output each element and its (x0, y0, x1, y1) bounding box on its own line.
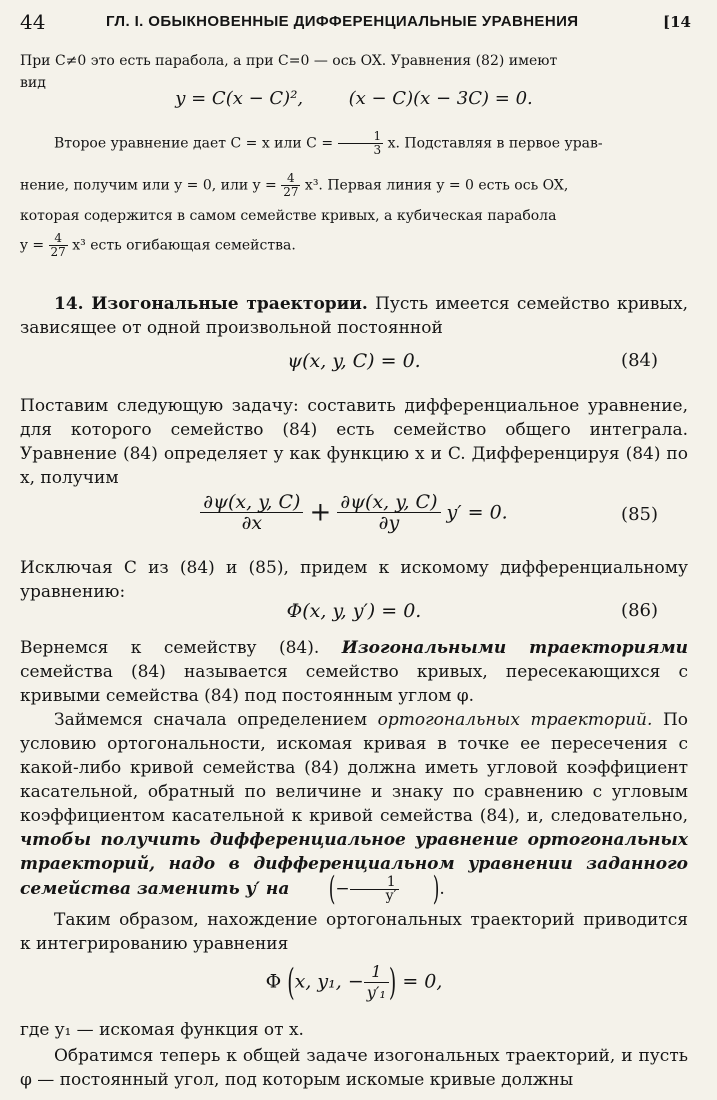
chapter-title: ГЛ. I. ОБЫКНОВЕННЫЕ ДИФФЕРЕНЦИАЛЬНЫЕ УРАВНЕНИЯ (106, 13, 579, 30)
text-run: Таким образом, нахождение ортогональных траекторий приводится к интегрированию уравнения (20, 910, 688, 954)
text-run: y = (20, 237, 45, 254)
text-run: Обратимся теперь к общей задаче изогональных траекторий, и пусть φ — постоянный угол, под которым искомые кривые должны (20, 1046, 688, 1090)
paragraph-second-equation-cont (20, 172, 688, 199)
emphasis-term: ортогональных траекторий. (377, 710, 653, 730)
text-run: Пусть имеется семейство кривых, зависящее от одной произвольной постоянной (20, 294, 688, 338)
text-run: x. Подставляя в первое урав- (387, 135, 603, 152)
text-run: Второе уравнение дает C = x или C = (54, 135, 334, 152)
section-heading: 14. Изогональные траектории. (54, 294, 368, 314)
replacement-expression: (− $\frac{1}{y'}$ ). (328, 870, 445, 909)
paragraph-general-problem (20, 1044, 688, 1092)
formula-left: y = C(x − C)², (175, 88, 304, 109)
fraction-dpsi-dx: $\frac{\partial\psi(x, y, C)}{\partial x}$ (200, 492, 303, 533)
equation-85 (20, 492, 688, 533)
text-run: нение, получим или y = 0, или y = (20, 177, 277, 194)
text-run: семейства (84) называется семейство кривых, пересекающихся с кривыми семейства (84) под постоянным углом φ. (20, 662, 688, 706)
fraction-four-27: $\frac{4}{27}$ (50, 231, 66, 259)
fraction-four-27: $\frac{4}{27}$ (283, 171, 299, 199)
formula-tail: = 0, (402, 970, 443, 993)
text-run: Займемся сначала определением (54, 710, 368, 730)
paragraph-orthogonal (20, 708, 689, 909)
paragraph-integration (20, 908, 688, 956)
emphasis-term: Изогональными траекториями (341, 638, 689, 658)
equation-number: (86) (621, 600, 658, 621)
paragraph-where (20, 1018, 688, 1042)
formula-phi: Φ (265, 970, 282, 993)
paragraph-line: При C≠0 это есть парабола, а при C=0 — ось OX. Уравнения (82) имеют (20, 53, 558, 69)
paragraph-eliminate (20, 556, 688, 604)
paragraph-line-cubic (20, 205, 688, 227)
text-run: Исключая C из (84) и (85), придем к искомому дифференциальному уравнению: (20, 558, 688, 602)
text-run: где y₁ — искомая функция от x. (20, 1020, 304, 1040)
formula: ψ(x, y, C) = 0. (287, 350, 421, 372)
paragraph-isogonal-definition (20, 636, 688, 708)
fraction-one-third: $\frac{1}{3}$ (338, 130, 384, 157)
minus-sign: − (335, 879, 350, 899)
formula-parabola-system (20, 88, 688, 109)
text-run: Поставим следующую задачу: составить дифференциальное уравнение, для которого семейство (84) есть семейство общего интеграла. Уравнение (84) определяет y как функцию x и C. Дифференцируя (84) по x, получим (20, 396, 688, 488)
paragraph-line-envelope (20, 232, 688, 259)
formula-args: x, y₁, − (294, 970, 364, 993)
fraction-dpsi-dy: $\frac{\partial\psi(x, y, C)}{\partial y}$ (337, 492, 440, 533)
equation-orthogonal: Φ (x, y₁, − $\frac{1}{\text{y′₁}}$ ) = 0, (265, 961, 443, 1004)
section-marker: [14 (663, 13, 691, 31)
text-run: По условию ортогональности, искомая кривая в точке ее пересечения с какой-либо кривой семейства (84) должна иметь угловой коэффициент касательной, обратный по величине и знаку по сравнению с угловым коэффициентом касательной к кривой семейства (84), и, следовательно, (20, 710, 689, 826)
equation-84 (20, 350, 688, 372)
section-14-intro (20, 292, 688, 340)
emphasis-rule: чтобы получить дифференциальное уравнение ортогональных траекторий, надо в дифференциальном уравнении заданного семейства заменить y′ на (20, 830, 688, 899)
page-number: 44 (20, 10, 46, 34)
equation-number: (84) (621, 350, 658, 371)
paragraph-line: вид (20, 75, 46, 91)
equation-number: (85) (621, 504, 658, 525)
formula: Φ(x, y, y′) = 0. (286, 600, 422, 622)
plus-sign: + (309, 497, 332, 528)
equation-86 (20, 600, 688, 622)
running-header (20, 10, 691, 36)
formula-right: (x − C)(x − 3C) = 0. (348, 88, 533, 109)
text-run: x³. Первая линия y = 0 есть ось OX, (304, 177, 569, 194)
text-run: которая содержится в самом семействе кривых, а кубическая парабола (20, 208, 557, 224)
text-run: Вернемся к семейству (84). (20, 638, 320, 658)
paragraph-second-equation (20, 130, 688, 157)
paragraph-problem (20, 394, 688, 490)
formula-tail: y′ = 0. (446, 501, 508, 524)
text-run: x³ есть огибающая семейства. (72, 237, 296, 254)
